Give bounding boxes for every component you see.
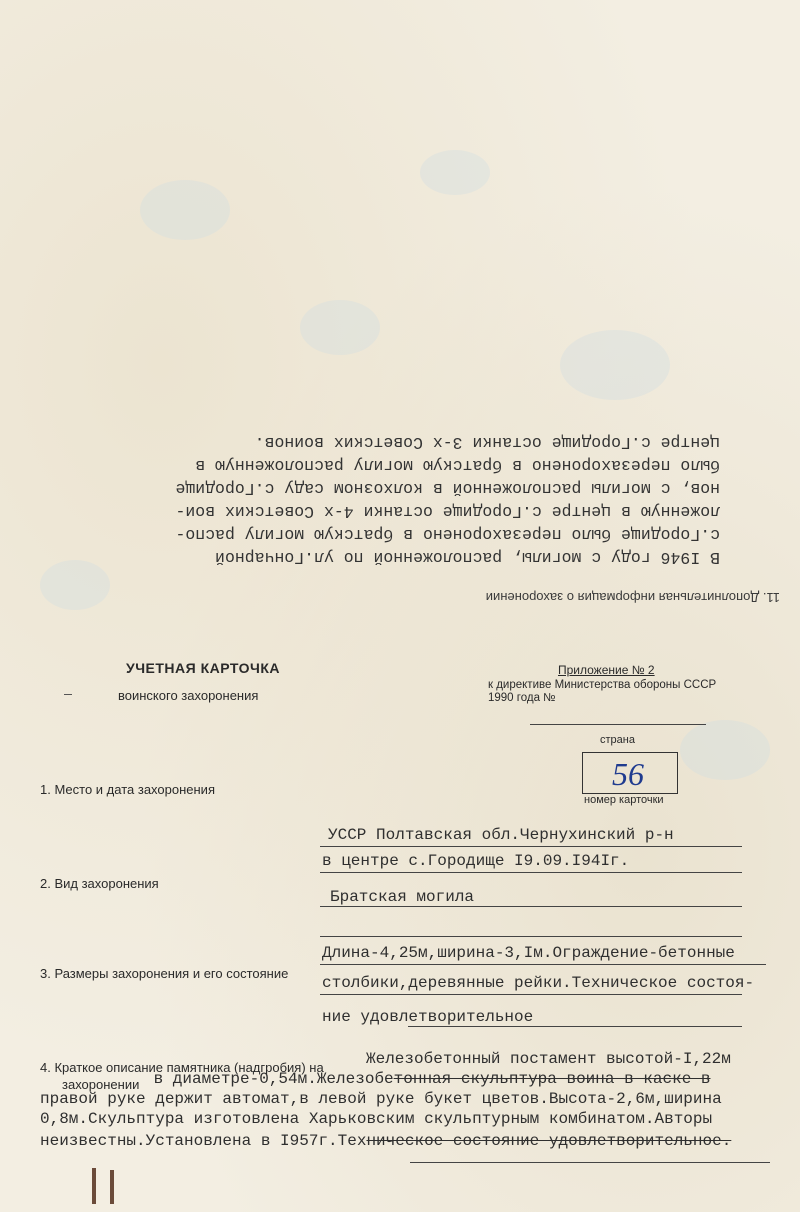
directive-line: к директиве Министерства обороны СССР xyxy=(488,679,717,691)
form-rule xyxy=(320,846,742,847)
card-title: УЧЕТНАЯ КАРТОЧКА xyxy=(126,660,281,676)
card-subtitle: воинского захоронения xyxy=(118,688,259,703)
burial-type-label: 2. Вид захоронения xyxy=(40,876,159,891)
additional-info-text xyxy=(80,431,720,569)
additional-info-line: было перезахоронено в братскую могилу расположенную в xyxy=(195,456,720,475)
size-condition-label: 3. Размеры захоронения и его состояние xyxy=(40,966,289,981)
monument-line-2 xyxy=(144,1070,711,1088)
burial-type-value: Братская могила xyxy=(330,888,475,906)
size-line-1: Длина-4,25м,ширина-3,Iм.Ограждение-бетонные xyxy=(322,944,735,962)
place-line-1: УССР Полтавская обл.Чернухинский р-н xyxy=(328,826,674,844)
monument-text: неизвестны.Установлена в I957г.Тех xyxy=(40,1132,367,1150)
additional-info-line: ложенную в центре с.Городище останки 4-х Советских вои- xyxy=(175,502,720,521)
binding-mark xyxy=(92,1168,96,1204)
margin-mark xyxy=(64,694,72,695)
card-number-value: 56 xyxy=(612,756,644,792)
additional-info-line: центре с.Городище останки 3-х Советских воинов. xyxy=(254,433,720,452)
additional-info-line: с.Городище было перезахоронено в братскую могилу распо- xyxy=(175,525,720,544)
card-number-label: номер карточки xyxy=(584,794,664,806)
water-stain xyxy=(680,720,770,780)
size-line-2: столбики,деревянные рейки.Техническое состоя- xyxy=(322,974,755,992)
monument-line-4: 0,8м.Скульптура изготовлена Харьковским скульптурным комбинатом.Авторы xyxy=(40,1110,713,1128)
appendix-label: Приложение № 2 xyxy=(558,663,655,677)
additional-info-line: нов, с могилы расположенной в колхозном саду с.Городище xyxy=(175,479,720,498)
form-rule xyxy=(410,1162,770,1163)
size-line-3: ние удовлетворительное xyxy=(322,1008,534,1026)
monument-text: руке букет цветов.Высота-2,6м,ширина xyxy=(366,1090,722,1108)
water-stain xyxy=(300,300,380,355)
monument-text-struck: тонная скульптура воина в каске в xyxy=(393,1070,711,1088)
form-rule xyxy=(320,872,742,873)
monument-label: 4. Краткое описание памятника (надгробия) на xyxy=(40,1060,324,1075)
monument-line-3 xyxy=(40,1090,722,1108)
form-rule xyxy=(320,906,742,907)
form-rule xyxy=(320,964,766,965)
country-label: страна xyxy=(600,734,635,746)
additional-info-heading: 11. Дополнительная информация о захоронении xyxy=(485,590,780,605)
water-stain xyxy=(140,180,230,240)
place-line-2: в центре с.Городище I9.09.I94Iг. xyxy=(322,852,630,870)
monument-label-cont: захоронении xyxy=(62,1077,140,1092)
additional-info-line: В I946 году с могилы, расположенной по ул.Гончарной xyxy=(215,548,720,567)
binding-mark xyxy=(110,1170,114,1204)
form-rule xyxy=(320,936,742,937)
form-rule xyxy=(320,994,742,995)
monument-text: правой руке держит автомат,в левой xyxy=(40,1090,367,1108)
monument-line-1: Железобетонный постамент высотой-I,22м xyxy=(366,1050,731,1068)
additional-info-section xyxy=(60,385,780,605)
directive-reference xyxy=(488,679,748,705)
water-stain xyxy=(420,150,490,195)
directive-line: 1990 года № xyxy=(488,692,556,704)
form-rule xyxy=(408,1026,742,1027)
monument-text: в диаметре-0,54м.Железобе xyxy=(144,1070,394,1088)
monument-line-5 xyxy=(40,1132,731,1150)
monument-text-struck: ническое состояние удовлетворительное. xyxy=(366,1132,732,1150)
place-date-label: 1. Место и дата захоронения xyxy=(40,782,215,797)
country-underline xyxy=(530,724,706,725)
